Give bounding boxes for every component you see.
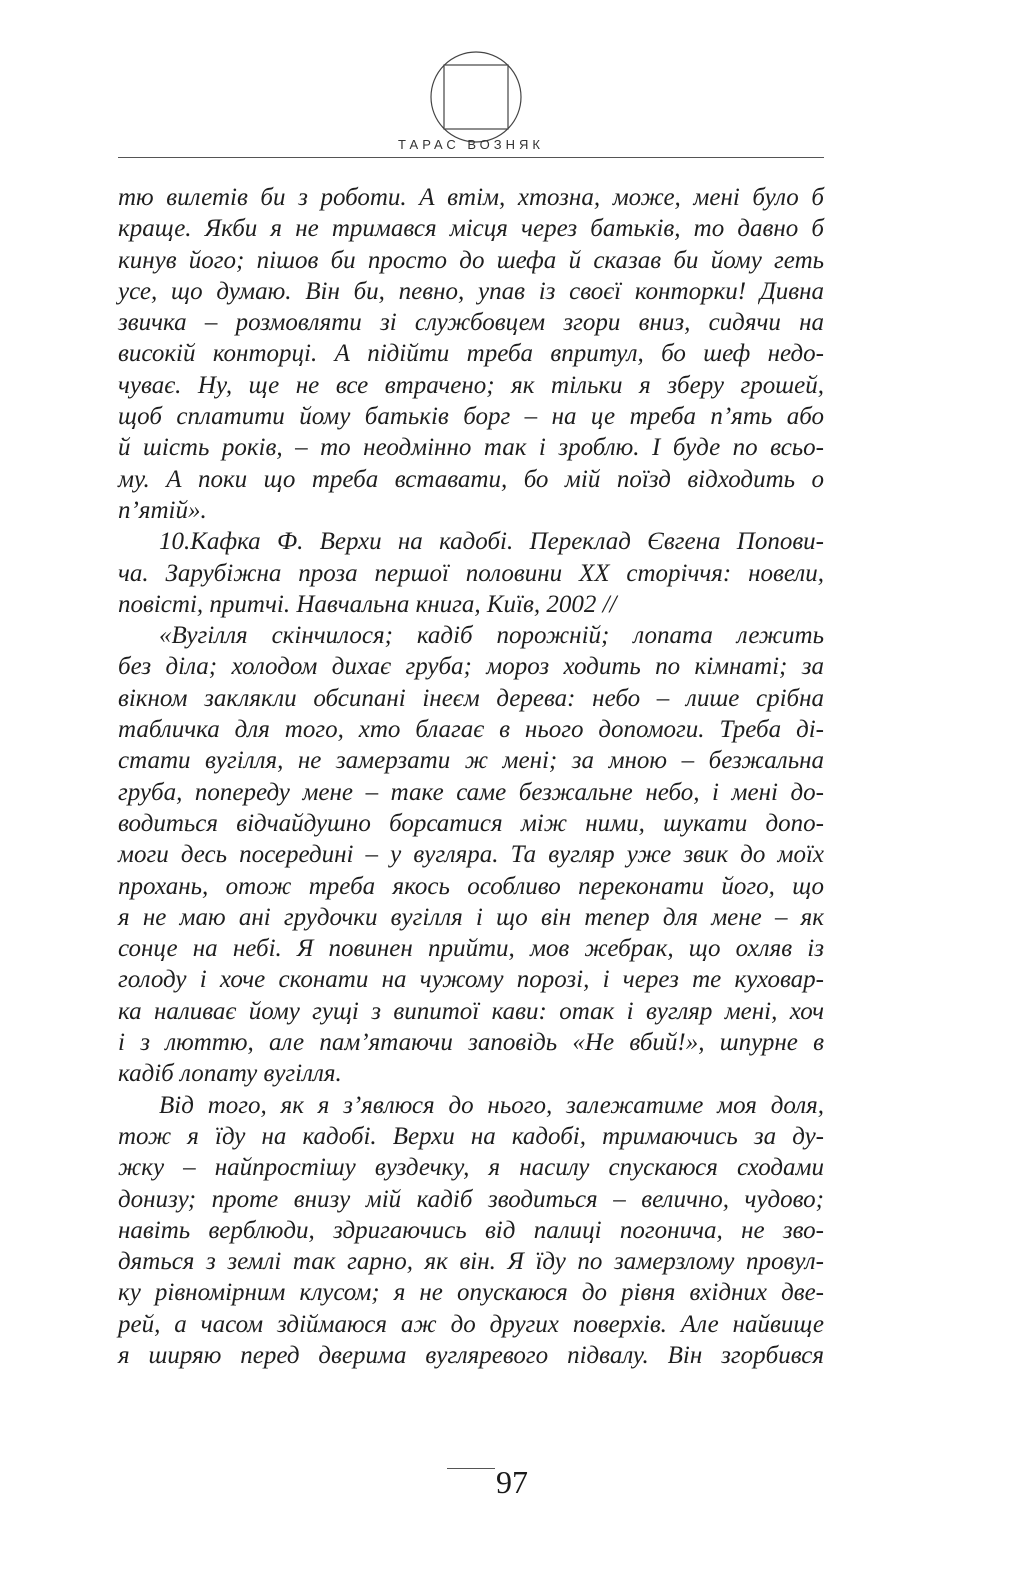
text-line: рей, а часом здіймаюся аж до других поверхів. Але найвище bbox=[118, 1310, 824, 1338]
text-line: навіть верблюди, здригаючись від палиці погонича, не зво- bbox=[118, 1216, 824, 1244]
body-text bbox=[118, 182, 824, 1371]
text-line: прохань, отож треба якось особливо переконати його, що bbox=[118, 872, 824, 900]
text-line: і з люттю, але пам’ятаючи заповідь «Не вбий!», шпурне в bbox=[118, 1029, 824, 1057]
text-line: усе, що думаю. Він би, певно, упав із своєї конторки! Дивна bbox=[118, 277, 824, 305]
text-line: моги десь посередині – у вугляра. Та вугляр уже звик до моїх bbox=[118, 841, 824, 869]
running-head-author: ТАРАС ВОЗНЯК bbox=[398, 137, 544, 152]
text-line: кадіб лопату вугілля. bbox=[118, 1060, 342, 1088]
text-line: 10.Кафка Ф. Верхи на кадобі. Переклад Євгена Попови- bbox=[159, 528, 824, 556]
text-line: щоб сплатити йому батьків борг – на це треба п’ять або bbox=[118, 403, 824, 431]
page-number: 97 bbox=[496, 1464, 528, 1500]
circle-square-emblem-icon bbox=[429, 50, 523, 144]
text-line: донизу; проте внизу мій кадіб зводиться – велично, чудово; bbox=[118, 1185, 824, 1213]
text-line: чуває. Ну, ще не все втрачено; як тільки я зберу грошей, bbox=[118, 371, 824, 399]
text-line: й шість років, – то неодмінно так і зроблю. І буде по всьо- bbox=[118, 434, 824, 462]
text-line: тю вилетів би з роботи. А втім, хтозна, може, мені було б bbox=[118, 184, 824, 211]
text-line: ку рівномірним клусом; я не опускаюся до рівня вхідних две- bbox=[118, 1279, 824, 1307]
text-line: Від того, як я з’явлюся до нього, залежатиме моя доля, bbox=[159, 1091, 824, 1119]
text-line: водиться відчайдушно борсатися між ними, шукати допо- bbox=[118, 809, 824, 837]
text-line: груба, попереду мене – таке саме безжальне небо, і мені до- bbox=[118, 778, 824, 806]
text-line: я ширяю перед дверима вугляревого підвалу. Він згорбився bbox=[118, 1341, 824, 1369]
text-line: я не маю ані грудочки вугілля і що він тепер для мене – як bbox=[118, 903, 824, 931]
text-line: вікном заклякли обсипані інеєм дерева: небо – лише срібна bbox=[118, 684, 824, 712]
text-line: ча. Зарубіжна проза першої половини ХХ сторіччя: новели, bbox=[118, 559, 824, 587]
text-line: кинув його; пішов би просто до шефа й сказав би йому геть bbox=[118, 246, 824, 274]
text-line: дяться з землі так гарно, як він. Я їду по замерзлому провул- bbox=[118, 1248, 824, 1276]
text-line: звичка – розмовляти зі службовцем згори вниз, сидячи на bbox=[118, 309, 824, 337]
text-line: високій конторці. А підійти треба впритул, бо шеф недо- bbox=[118, 340, 824, 368]
text-line: му. А поки що треба вставати, бо мій поїзд відходить о bbox=[118, 465, 824, 493]
text-line: табличка для того, хто благає в нього допомоги. Треба ді- bbox=[118, 716, 824, 744]
text-line: жку – найпростішу вуздечку, я насилу спускаюся сходами bbox=[118, 1154, 824, 1182]
text-line: тож я їду на кадобі. Верхи на кадобі, тримаючись за ду- bbox=[118, 1122, 824, 1150]
text-line: повісті, притчі. Навчальна книга, Київ, 2002 // bbox=[118, 590, 617, 618]
text-line: ка наливає йому гущі з випитої кави: отак і вугляр мені, хоч bbox=[118, 997, 824, 1025]
text-line: п’ятій». bbox=[118, 496, 207, 524]
header-rule bbox=[118, 157, 824, 158]
text-line: «Вугілля скінчилося; кадіб порожній; лопата лежить bbox=[159, 622, 824, 650]
text-line: стати вугілля, не замерзати ж мені; за мною – безжальна bbox=[118, 747, 824, 775]
text-line: краще. Якби я не тримався місця через батьків, то давно б bbox=[118, 215, 824, 243]
text-line: сонце на небі. Я повинен прийти, мов жебрак, що охляв із bbox=[118, 935, 824, 963]
text-line: голоду і хоче сконати на чужому порозі, і через те куховар- bbox=[118, 966, 824, 994]
text-line: без діла; холодом дихає груба; мороз ходить по кімнаті; за bbox=[118, 653, 824, 681]
